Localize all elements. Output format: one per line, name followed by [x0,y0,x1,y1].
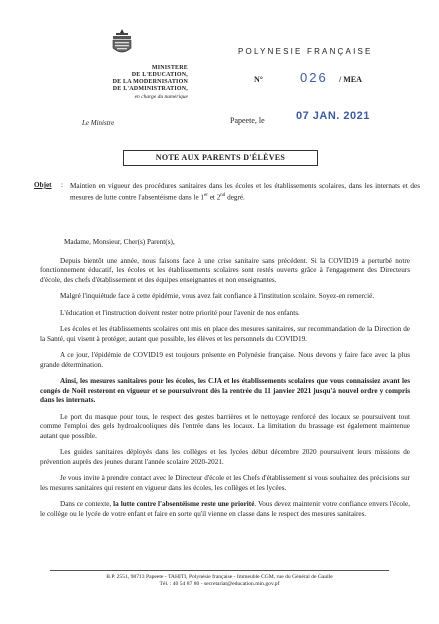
ministry-line: MINISTERE [151,65,188,71]
footer-address: B.P. 2551, 98713 Papeete - TAHITI, Polynésie française - Immeuble CGM, rue du Général de Gaulle [106,574,333,580]
paragraph-emphasis: Ainsi, les mesures sanitaires pour les écoles, les CJA et les établissements scolaires que vous connaissiez avant les congés de Noël resteront en vigueur et se poursuivront dès la rentrée du 11 janvier 2021 jusqu'à nouvel ordre y compris dans les internats. [40,377,410,404]
paragraph: A ce jour, l'épidémie de COVID19 est toujours présente en Polynésie française. Nous devons y faire face avec la plus grande détermination. [40,351,410,369]
place-label: Papeete, le [230,116,265,125]
ministry-line: DE L'EDUCATION, [131,72,188,78]
polynesia-emblem-icon [110,28,134,58]
ministry-tagline: en charge du numérique [134,94,188,100]
ministry-block [40,65,188,101]
footer-divider [50,570,389,571]
paragraph: Je vous invite à prendre contact avec le Directeur d'école et les Chefs d'établissement si vous souhaitez des précisions sur les mesures sanitaires qui restent en vigueur dans les écoles, les collèges et les lycées. [40,474,410,492]
paragraph: L'éducation et l'instruction doivent rester notre priorité pour l'avenir de nos enfants. [60,308,300,317]
reference-number-label: N° [254,75,263,84]
date-stamp: 07 JAN. 2021 [296,110,370,122]
minister-label: Le Ministre [82,119,115,127]
paragraph: Dans ce contexte, la lutte contre l'absentéisme reste une priorité. Vous devez maintenir votre confiance envers l'école, le collège ou le lycée de votre enfant et faire en sorte qu'il vienne en classe dans le respect des mesures sanitaires. [40,500,410,518]
ministry-line: DE LA MODERNISATION [112,79,188,85]
paragraph: Malgré l'inquiétude face à cette épidémie, vous avez fait confiance à l'institution scolaire. Soyez-en remercié. [60,292,375,300]
country-title: POLYNESIE FRANÇAISE [238,47,373,56]
paragraph: Les écoles et les établissements scolaires ont mis en place des mesures sanitaires, sur recommandation de la Direction de la Santé, qui visent à protéger, autant que possible, les élèves et les personnels du COVID19. [40,325,410,343]
subject-label: Objet [34,181,52,189]
footer [50,570,389,588]
reference-number-stamp: 026 [300,70,328,85]
salutation: Madame, Monsieur, Cher(s) Parent(s), [64,238,175,246]
ministry-line: DE L'ADMINISTRATION, [112,86,188,92]
document-title: NOTE AUX PARENTS D'ÉLÈVES [123,150,318,166]
subject-text: Maintien en vigueur des procédures sanitaires dans les écoles et les établissements scolaires, dans les internats et des mesures de lutte contre l'absentéisme dans le 1er et 2nd degré. [70,182,420,202]
reference-number-suffix: / MEA [339,75,362,84]
subject-colon: : [61,181,63,189]
footer-contact: Tél. : 40 54 87 80 - secretariat@education.min.gov.pf [159,581,280,587]
letter-body [40,238,410,526]
paragraph: Depuis bientôt une année, nous faisons face à une crise sanitaire sans précédent. Si la COVID19 a perturbé notre fonctionnement éducatif, les écoles et les établissements scolaires sont restés ouverts grâce à l'engagement des Directeurs d'école, des chefs d'établissement et des équipes enseignantes et non enseignantes. [40,256,410,284]
paragraph: Les guides sanitaires déployés dans les collèges et les lycées début décembre 2020 poursuivent leurs missions de prévention auprès des jeunes durant l'année scolaire 2020-2021. [40,448,410,466]
paragraph: Le port du masque pour tous, le respect des gestes barrières et le nettoyage renforcé des locaux se poursuivent tout comme l'emploi des gels hydroalcooliques dès l'entrée dans les locaux. La limitation du brassage est également maintenue autant que possible. [40,412,410,440]
